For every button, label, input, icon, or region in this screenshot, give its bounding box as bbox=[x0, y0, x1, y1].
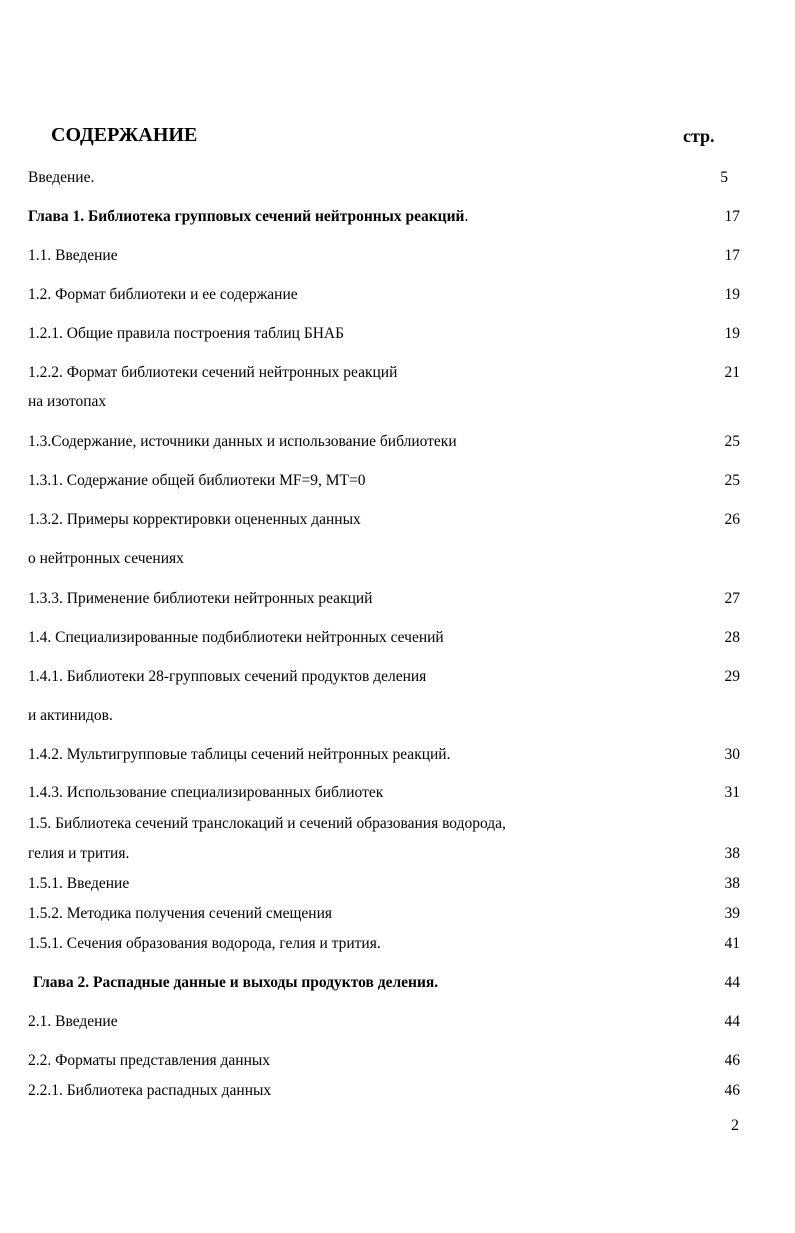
toc-entry-page: 25 bbox=[724, 433, 740, 450]
toc-entry-continuation: о нейтронных сечениях bbox=[28, 550, 184, 567]
toc-entry-text: 1.3.2. Примеры корректировки оцененных данных bbox=[28, 511, 361, 528]
toc-entry-text: 1.3.1. Содержание общей библиотеки MF=9, MT=0 bbox=[28, 472, 366, 489]
toc-entry-text: 1.4. Специализированные подбиблиотеки нейтронных сечений bbox=[28, 629, 444, 646]
toc-entry-page: 17 bbox=[724, 208, 740, 225]
toc-entry-continuation: гелия и трития. bbox=[28, 845, 130, 862]
toc-entry-text: Введение. bbox=[28, 169, 95, 186]
page-number: 2 bbox=[731, 1117, 739, 1134]
toc-entry-text: 1.4.1. Библиотеки 28-групповых сечений продуктов деления bbox=[28, 668, 427, 685]
toc-entry-suffix: . bbox=[464, 208, 469, 225]
toc-entry-text: 2.2. Форматы представления данных bbox=[28, 1052, 271, 1069]
toc-entry-text: 2.2.1. Библиотека распадных данных bbox=[28, 1082, 272, 1099]
toc-entry-text: 1.3.3. Применение библиотеки нейтронных реакций bbox=[28, 590, 373, 607]
toc-entry-page: 30 bbox=[724, 746, 740, 763]
toc-entry-page: 5 bbox=[720, 169, 728, 186]
toc-entry-page: 44 bbox=[724, 1013, 740, 1030]
toc-entry-page: 38 bbox=[724, 845, 740, 862]
toc-entry-text: 1.2.1. Общие правила построения таблиц БНАБ bbox=[28, 325, 345, 342]
toc-entry-continuation: на изотопах bbox=[28, 393, 107, 410]
toc-entry-text: 1.1. Введение bbox=[28, 247, 118, 264]
toc-entry-page: 44 bbox=[724, 974, 740, 991]
toc-entry-text: 1.5.1. Сечения образования водорода, гелия и трития. bbox=[28, 935, 381, 952]
toc-entry-text: Глава 1. Библиотека групповых сечений нейтронных реакций bbox=[28, 208, 465, 225]
toc-entry-text: Глава 2. Распадные данные и выходы продуктов деления. bbox=[33, 974, 439, 991]
toc-entry-page: 28 bbox=[724, 629, 740, 646]
toc-entry-page: 46 bbox=[724, 1082, 740, 1099]
toc-entry-page: 39 bbox=[724, 905, 740, 922]
toc-entry-page: 29 bbox=[724, 668, 740, 685]
toc-entry-page: 38 bbox=[724, 875, 740, 892]
toc-entry-page: 31 bbox=[724, 784, 740, 801]
toc-entry-text: 2.1. Введение bbox=[28, 1013, 118, 1030]
toc-entry-page: 25 bbox=[724, 472, 740, 489]
toc-entry-page: 19 bbox=[724, 325, 740, 342]
toc-entry-continuation: и актинидов. bbox=[28, 707, 113, 724]
toc-page-column-header: стр. bbox=[683, 126, 715, 146]
toc-title: СОДЕРЖАНИЕ bbox=[51, 124, 198, 146]
toc-entry-text: 1.3.Содержание, источники данных и использование библиотеки bbox=[28, 433, 457, 450]
toc-entry-text: 1.2. Формат библиотеки и ее содержание bbox=[28, 286, 298, 303]
toc-entry-text: 1.4.3. Использование специализированных библиотек bbox=[28, 784, 384, 801]
toc-entry-text: 1.5. Библиотека сечений транслокаций и сечений образования водорода, bbox=[28, 815, 506, 832]
toc-entry-page: 17 bbox=[724, 247, 740, 264]
toc-entry-page: 46 bbox=[724, 1052, 740, 1069]
toc-entry-text: 1.2.2. Формат библиотеки сечений нейтронных реакций bbox=[28, 364, 398, 381]
toc-entry-text: 1.5.2. Методика получения сечений смещения bbox=[28, 905, 333, 922]
toc-entry-page: 26 bbox=[724, 511, 740, 528]
toc-entry-page: 27 bbox=[724, 590, 740, 607]
toc-entry-text: 1.5.1. Введение bbox=[28, 875, 130, 892]
toc-entry-page: 19 bbox=[724, 286, 740, 303]
toc-entry-text: 1.4.2. Мультигрупповые таблицы сечений нейтронных реакций. bbox=[28, 746, 451, 763]
toc-entry-page: 41 bbox=[724, 935, 740, 952]
toc-entry-page: 21 bbox=[724, 364, 740, 381]
